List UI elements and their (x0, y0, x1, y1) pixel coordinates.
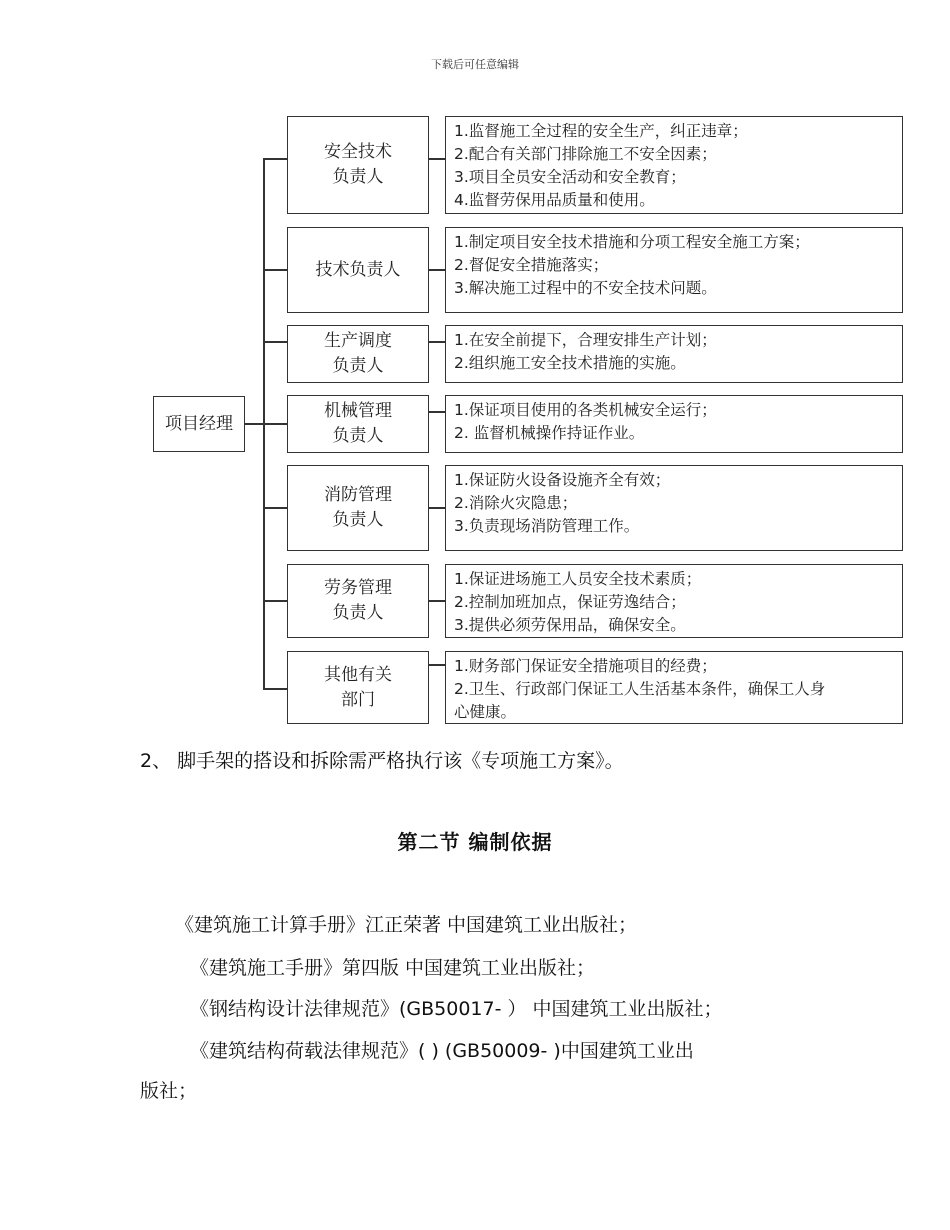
duty-connector (429, 269, 446, 271)
duty-line: 1.保证进场施工人员安全技术素质； (454, 570, 702, 588)
branch-connector (263, 158, 288, 160)
branch-box-safety-tech (287, 116, 429, 214)
branch-label: 劳务管理 负责人 (324, 578, 392, 623)
duty-line: 1.财务部门保证安全措施项目的经费； (454, 657, 717, 675)
duty-line: 3.负责现场消防管理工作。 (454, 517, 640, 535)
duty-line: 1.在安全前提下，合理安排生产计划； (454, 331, 717, 349)
duty-line: 1.保证项目使用的各类机械安全运行； (454, 401, 717, 419)
duty-line: 4.监督劳保用品质量和使用。 (454, 191, 655, 209)
branch-label: 安全技术 负责人 (324, 142, 392, 187)
branch-label: 机械管理 负责人 (324, 401, 392, 446)
reference-item: 《建筑施工计算手册》江正荣著 中国建筑工业出版社； (175, 914, 638, 936)
branch-connector (263, 269, 288, 271)
branch-box-production (287, 325, 429, 383)
duty-connector (429, 411, 446, 413)
duty-box (445, 227, 903, 313)
branch-connector (263, 507, 288, 509)
branch-box-fire (287, 465, 429, 551)
duty-connector (429, 507, 446, 509)
branch-connector (263, 600, 288, 602)
branch-connector (263, 341, 288, 343)
duty-line: 2.配合有关部门排除施工不安全因素； (454, 145, 717, 163)
section-title: 第二节 编制依据 (397, 830, 553, 854)
duty-line: 2. 监督机械操作持证作业。 (454, 424, 645, 442)
duty-line: 心健康。 (454, 703, 517, 721)
duty-line: 2.卫生、行政部门保证工人生活基本条件，确保工人身 (454, 680, 826, 698)
duty-line: 2.组织施工安全技术措施的实施。 (454, 354, 686, 372)
duty-line: 3.提供必须劳保用品，确保安全。 (454, 616, 686, 634)
duty-line: 3.项目全员安全活动和安全教育； (454, 168, 686, 186)
duty-connector (429, 341, 446, 343)
duty-line: 2.控制加班加点，保证劳逸结合； (454, 593, 686, 611)
root-connector (245, 423, 264, 425)
duty-box (445, 325, 903, 383)
duty-line: 1.监督施工全过程的安全生产，纠正违章； (454, 122, 748, 140)
branch-box-tech (287, 227, 429, 313)
duty-connector (429, 600, 446, 602)
duty-connector (429, 664, 446, 666)
duty-line: 2.督促安全措施落实； (454, 256, 609, 274)
duty-box (445, 395, 903, 453)
root-label: 项目经理 (165, 413, 233, 434)
reference-item: 《建筑结构荷载法律规范》( ) (GB50009- )中国建筑工业出 (190, 1040, 694, 1062)
duty-box (445, 651, 903, 724)
branch-connector (263, 423, 288, 425)
item-2-paragraph: 2、 脚手架的搭设和拆除需严格执行该《专项施工方案》。 (140, 750, 624, 772)
duty-line: 2.消除火灾隐患； (454, 494, 578, 512)
duty-line: 1.制定项目安全技术措施和分项工程安全施工方案； (454, 233, 810, 251)
root-box (153, 396, 245, 452)
branch-label: 消防管理 负责人 (324, 485, 392, 530)
duty-box (445, 465, 903, 551)
branch-box-machinery (287, 395, 429, 453)
header-note: 下载后可任意编辑 (431, 58, 519, 71)
branch-label: 生产调度 负责人 (324, 331, 392, 376)
duty-line: 3.解决施工过程中的不安全技术问题。 (454, 279, 717, 297)
branch-label: 技术负责人 (315, 259, 401, 280)
branch-connector (263, 688, 288, 690)
duty-line: 1.保证防火设备设施齐全有效； (454, 471, 671, 489)
branch-label: 其他有关 部门 (324, 664, 392, 710)
duty-connector (429, 158, 446, 160)
reference-item: 《钢结构设计法律规范》(GB50017- ） 中国建筑工业出版社； (190, 998, 723, 1020)
duty-box (445, 116, 903, 214)
reference-item: 《建筑施工手册》第四版 中国建筑工业出版社； (190, 957, 596, 979)
reference-item: 版社； (140, 1080, 198, 1102)
branch-box-other (287, 651, 429, 724)
duty-box (445, 564, 903, 638)
branch-box-labor (287, 564, 429, 638)
